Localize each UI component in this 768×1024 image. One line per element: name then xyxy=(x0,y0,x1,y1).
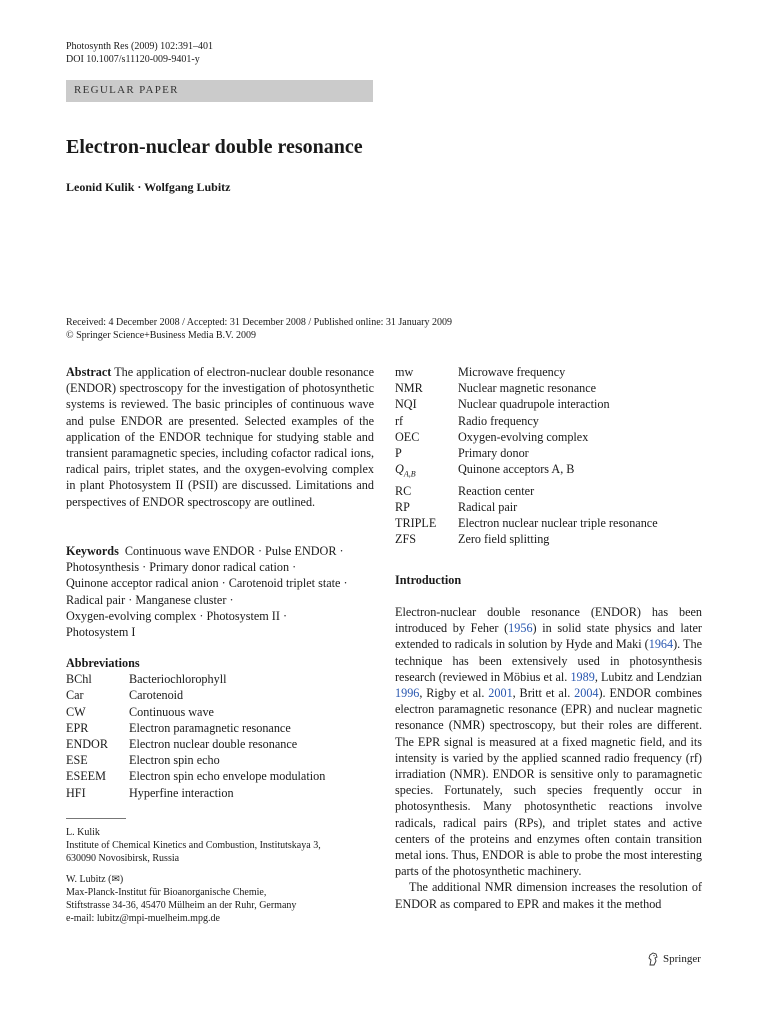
abbreviation-row xyxy=(66,785,374,801)
article-category: REGULAR PAPER xyxy=(74,84,179,96)
publisher-logo xyxy=(647,952,701,966)
abbreviation-term: CW xyxy=(66,704,86,719)
abbreviation-term: OEC xyxy=(395,429,420,444)
abbreviation-row xyxy=(395,445,705,461)
abbreviation-row xyxy=(395,429,705,445)
keyword-line: Photosynthesis · Primary donor radical cation · xyxy=(66,560,297,575)
abbreviation-definition: Radio frequency xyxy=(458,413,539,428)
doi: DOI 10.1007/s11120-009-9401-y xyxy=(66,54,200,65)
abstract-label: Abstract xyxy=(66,365,112,379)
publication-dates xyxy=(66,316,452,342)
keyword-line: Radical pair · Manganese cluster · xyxy=(66,592,234,607)
text-run: ) in solid state physics and later extended to radicals in solution by Hyde and Maki ( xyxy=(395,621,702,652)
abbreviation-term: HFI xyxy=(66,785,86,800)
abbreviation-row xyxy=(395,461,705,483)
abbreviation-definition: Electron paramagnetic resonance xyxy=(129,720,291,735)
abstract-text: The application of electron-nuclear double resonance (ENDOR) spectroscopy for the investigation of photosynthetic systems is reviewed. The basic principles of continuous wave and pulse ENDOR are presented. Selected examples of the application of the ENDOR technique for studying stable and transient paramagnetic species, including cofactor radical ions, radical pairs, triplet states, and the oxygen-evolving complex in plant Photosystem II (PSII) are discussed. Limitations and perspectives of ENDOR spectroscopy are outlined. xyxy=(66,365,374,509)
introduction-heading: Introduction xyxy=(395,573,462,587)
abbreviation-term: EPR xyxy=(66,720,89,735)
abbreviation-term: NQI xyxy=(395,397,417,412)
abbreviation-term-italic: $Q_{A,B}$ xyxy=(395,462,416,479)
text-run: , Lubitz and Lendzian xyxy=(594,669,702,684)
abbreviation-definition: Zero field splitting xyxy=(458,532,550,547)
abbreviation-term: P xyxy=(395,446,402,461)
abbreviation-row xyxy=(66,752,374,768)
abbreviation-definition: Carotenoid xyxy=(129,688,184,703)
abbreviation-row xyxy=(395,396,705,412)
affiliation-lubitz xyxy=(66,873,376,925)
text-run: ). ENDOR combines electron paramagnetic resonance (EPR) and nuclear magnetic resonance (NMR) spectroscopy, but their roles are different. The EPR signal is measured at a fixed magnetic field, and its intensity is varied by the applied scanned radio frequency (rf) irradiation (NMR). ENDOR is sensitive only to paramagnetic species. Fortunately, such species frequently occur in photosynthesis. Many photosynthetic reactions involve radicals, radical pairs (RPs), and triplet states and active centers of the proteins and enzymes often contain transition metal ions. Thus, ENDOR is able to probe the most interesting parts of the photosynthetic machinery. xyxy=(395,686,703,879)
abbreviation-row xyxy=(395,499,705,515)
abbreviation-definition: Reaction center xyxy=(458,483,535,498)
abbreviation-definition: Microwave frequency xyxy=(458,365,566,379)
springer-horse-icon xyxy=(647,952,659,966)
article-history: Received: 4 December 2008 / Accepted: 31 December 2008 / Published online: 31 January 2009 xyxy=(66,317,453,328)
affiliation-name: W. Lubitz (✉) xyxy=(66,874,124,885)
article-title: Electron-nuclear double resonance xyxy=(66,136,363,158)
abbreviation-row xyxy=(395,380,705,396)
abbreviation-row xyxy=(66,736,374,752)
keywords-label: Keywords xyxy=(66,544,119,558)
affiliation-address: Stiftstrasse 34-36, 45470 Mülheim an der Ruhr, Germany xyxy=(66,900,297,911)
affiliation-divider xyxy=(66,818,126,819)
keyword-line: Continuous wave ENDOR · Pulse ENDOR · xyxy=(124,544,344,558)
abbreviation-row xyxy=(395,364,705,380)
citation-link[interactable]: 2004 xyxy=(574,686,599,701)
keywords xyxy=(66,543,374,640)
abbreviation-term: TRIPLE xyxy=(395,516,437,531)
abbreviation-definition: Quinone acceptors A, B xyxy=(458,462,575,477)
keyword-line: Photosystem I xyxy=(66,625,136,640)
article-category-band xyxy=(66,80,373,102)
journal-citation: Photosynth Res (2009) 102:391–401 xyxy=(66,41,213,52)
copyright-line: © Springer Science+Business Media B.V. 2009 xyxy=(66,330,256,341)
text-run: ). The technique has been extensively used in photosynthesis research (reviewed in Möbius et al. xyxy=(395,637,702,684)
abbreviation-term: BChl xyxy=(66,672,92,687)
abbreviation-term: RC xyxy=(395,483,412,498)
abbreviation-term: mw xyxy=(395,365,414,379)
journal-header xyxy=(66,40,213,66)
keyword-line: Quinone acceptor radical anion · Carotenoid triplet state · xyxy=(66,576,348,591)
affiliation-address: 630090 Novosibirsk, Russia xyxy=(66,853,180,864)
abbreviation-definition: Electron spin echo envelope modulation xyxy=(129,769,326,784)
affiliation-name: L. Kulik xyxy=(66,827,100,838)
citation-link[interactable]: 1956 xyxy=(508,621,533,636)
introduction-paragraph-2: The additional NMR dimension increases the resolution of ENDOR as compared to EPR and makes it the method xyxy=(395,880,702,911)
abbreviations-list-continued xyxy=(395,364,705,548)
abbreviations-column-2 xyxy=(395,364,705,548)
text-run: , Britt et al. xyxy=(512,686,575,701)
abbreviation-definition: Hyperfine interaction xyxy=(129,785,234,800)
abbreviation-row xyxy=(66,671,374,687)
affiliation-institute: Institute of Chemical Kinetics and Combustion, Institutskaya 3, xyxy=(66,840,321,851)
abbreviation-row xyxy=(395,531,705,547)
abbreviation-definition: Oxygen-evolving complex xyxy=(458,429,589,444)
introduction-paragraph-1 xyxy=(395,604,702,879)
abbreviation-row xyxy=(66,720,374,736)
abbreviation-term: ESEEM xyxy=(66,769,106,784)
publisher-name: Springer xyxy=(663,953,701,965)
abbreviation-definition: Nuclear magnetic resonance xyxy=(458,381,597,396)
abbreviation-term: ZFS xyxy=(395,532,417,547)
text-run: , Rigby et al. xyxy=(419,686,489,701)
author-list: Leonid Kulik · Wolfgang Lubitz xyxy=(66,180,231,194)
citation-link[interactable]: 1964 xyxy=(648,637,674,652)
affiliation-institute: Max-Planck-Institut für Bioanorganische Chemie, xyxy=(66,887,267,898)
abbreviation-term: RP xyxy=(395,500,410,515)
affiliation-email[interactable]: e-mail: lubitz@mpi-muelheim.mpg.de xyxy=(66,913,220,924)
abbreviation-term: Car xyxy=(66,688,84,703)
abbreviation-row xyxy=(66,687,374,703)
abbreviation-definition: Continuous wave xyxy=(129,704,214,719)
affiliation-kulik xyxy=(66,826,376,865)
abbreviation-definition: Electron nuclear double resonance xyxy=(129,737,298,752)
abstract xyxy=(66,364,374,510)
keyword-line: Oxygen-evolving complex · Photosystem II · xyxy=(66,608,288,623)
abbreviation-term: ENDOR xyxy=(66,737,108,752)
text-run: Electron-nuclear double resonance (ENDOR) has been introduced by Feher ( xyxy=(395,605,702,636)
citation-link[interactable]: 2001 xyxy=(488,686,513,701)
abbreviation-definition: Bacteriochlorophyll xyxy=(129,672,227,687)
abbreviations-list xyxy=(66,655,374,801)
abbreviation-definition: Electron spin echo xyxy=(129,753,220,768)
abbreviation-row xyxy=(395,413,705,429)
citation-link[interactable]: 1996 xyxy=(395,686,420,701)
introduction-body xyxy=(395,604,702,912)
abbreviation-term: rf xyxy=(395,413,404,428)
abbreviation-row xyxy=(66,704,374,720)
abbreviation-definition: Radical pair xyxy=(458,500,518,515)
citation-link[interactable]: 1989 xyxy=(570,669,595,684)
abbreviation-term: ESE xyxy=(66,753,88,768)
abbreviation-row xyxy=(66,768,374,784)
abbreviation-row xyxy=(395,515,705,531)
abbreviation-term: NMR xyxy=(395,381,423,396)
abbreviation-definition: Nuclear quadrupole interaction xyxy=(458,397,610,412)
abbreviation-row xyxy=(395,483,705,499)
abbreviations-column-1 xyxy=(66,671,374,801)
abbreviation-definition: Electron nuclear nuclear triple resonance xyxy=(458,516,658,531)
abbreviations-heading: Abbreviations xyxy=(66,656,140,670)
abbreviation-definition: Primary donor xyxy=(458,446,529,461)
